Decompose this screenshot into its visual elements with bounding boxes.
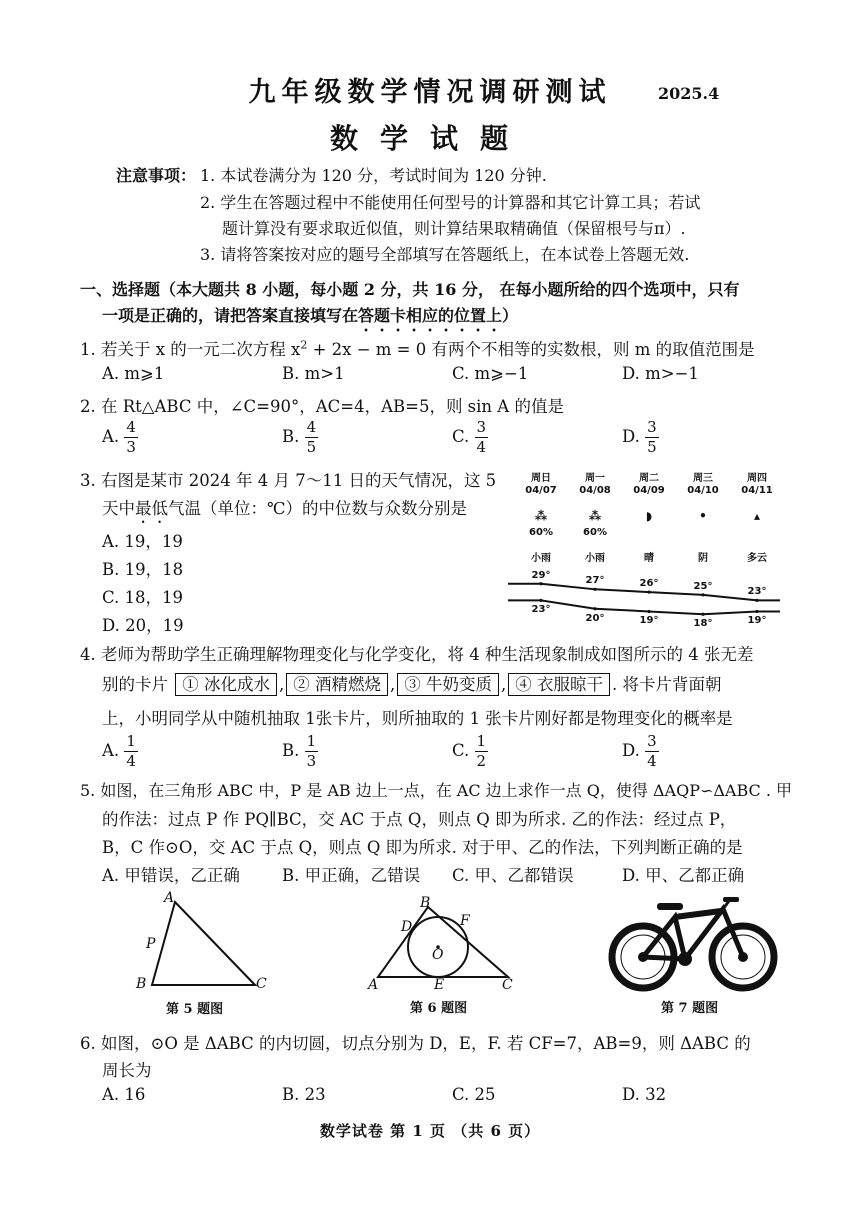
high-temp-line-point: [701, 593, 704, 596]
q4-c-num: 1: [476, 732, 487, 750]
high-temp-label: 26°: [639, 578, 659, 590]
q4-b-den: 3: [306, 752, 317, 770]
q4-b-frac: [305, 732, 319, 771]
q2-d-num: 3: [647, 418, 657, 436]
q4-d-frac: [645, 732, 659, 771]
low-temp-label: 19°: [747, 615, 767, 627]
q2-a-den: 3: [126, 438, 136, 456]
label-a: A: [164, 890, 175, 906]
q1-stem-a: 1. 若关于 x 的一元二次方程 x: [80, 340, 301, 359]
high-temp-label: 27°: [585, 575, 605, 587]
q2-b-den: 5: [306, 438, 317, 456]
weather-condition-label: 小雨: [585, 553, 605, 564]
weather-day-label: 周二: [639, 473, 659, 484]
q5-stem: 5. 如图，在三角形 ABC 中，P 是 AB 边上一点，在 AC 边上求作一点 Q，使得 ΔAQP∽ΔABC . 甲: [80, 781, 793, 800]
q4-b-label: B.: [282, 741, 300, 760]
weather-date-label: 04/07: [525, 485, 557, 496]
q3-part-c: 气温（单位：℃）的中位数与众数分别是: [168, 499, 467, 518]
high-temp-line: [508, 584, 780, 601]
high-temp-label: 25°: [693, 580, 713, 592]
figure-5: [130, 890, 280, 1020]
section-heading-cont: [102, 303, 518, 335]
q1-stem: [80, 336, 755, 360]
bicycle-icon: [605, 895, 785, 995]
q2-d-label: D.: [622, 427, 640, 446]
q4-c-den: 2: [476, 752, 487, 770]
page-footer: 数学试卷 第 1 页 （共 6 页）: [319, 1122, 541, 1140]
q2-a-frac: [124, 418, 138, 457]
q6-option-a: A. 16: [102, 1085, 146, 1104]
q4-stem-cont2: 上，小明同学从中随机抽取 1张卡片，则所抽取的 1 张卡片刚好都是物理变化的概率是: [102, 709, 733, 728]
page-subtitle: 数学试题: [329, 122, 530, 155]
label-o: O: [432, 947, 444, 963]
high-temp-label: 23°: [747, 586, 767, 598]
note-3: 3. 请将答案按对应的题号全部填写在答题纸上，在本试卷上答题无效.: [200, 245, 690, 264]
q2-option-d: [622, 418, 659, 457]
exam-date: 2025.4: [658, 84, 720, 103]
figure-5-caption: 第 5 题图: [166, 1002, 224, 1017]
q4-option-d: [622, 732, 659, 771]
weather-precip-label: 60%: [529, 527, 553, 538]
note-1: 1. 本试卷满分为 120 分，考试时间为 120 分钟.: [200, 166, 547, 185]
low-temp-label: 18°: [693, 618, 713, 630]
q6-option-b: B. 23: [282, 1085, 326, 1104]
low-temp-line: [508, 600, 780, 614]
high-temp-label: 29°: [531, 569, 551, 581]
q2-option-b: [282, 418, 318, 457]
q2-c-label: C.: [452, 427, 470, 446]
q1-option-b: B. m>1: [282, 364, 345, 383]
incircle-drawing: [368, 895, 518, 990]
notes-label: 注意事项：: [116, 166, 197, 185]
label-c: C: [256, 976, 267, 992]
q6-stem: 6. 如图，⊙O 是 ΔABC 的内切圆，切点分别为 D，E，F. 若 CF=7，AB=9，则 ΔABC 的: [80, 1034, 751, 1053]
weather-condition-label: 小雨: [531, 553, 551, 564]
label-b: B: [136, 976, 147, 992]
q1-sup: 2: [300, 338, 308, 352]
q2-c-den: 4: [476, 438, 487, 456]
label-a: A: [368, 977, 379, 993]
label-p: P: [146, 936, 156, 952]
q2-d-den: 5: [647, 438, 657, 456]
q4-part-b: . 将卡片背面朝: [612, 675, 722, 694]
low-temp-label: 19°: [639, 615, 659, 627]
q4-a-num: 1: [126, 732, 136, 750]
q5-option-c: C. 甲、乙都错误: [452, 866, 574, 885]
q3-stem: 3. 右图是某市 2024 年 4 月 7～11 日的天气情况，这 5: [80, 471, 497, 490]
weather-forecast: [508, 465, 780, 635]
q4-option-b: [282, 732, 318, 771]
q6-option-d: D. 32: [622, 1085, 667, 1104]
weather-day-label: 周三: [693, 473, 713, 484]
weather-day-label: 周四: [747, 473, 767, 484]
label-c: C: [502, 977, 513, 993]
q4-c-frac: [475, 732, 489, 771]
card-4: ④ 衣服晾干: [508, 673, 610, 696]
q4-a-frac: [124, 732, 138, 771]
q2-b-num: 4: [306, 418, 317, 436]
rain-icon: ⁂: [534, 509, 548, 523]
label-b: B: [420, 895, 431, 911]
figure-7: [605, 895, 785, 1020]
rain-icon: ⁂: [588, 509, 602, 523]
high-temp-line-point: [539, 582, 542, 585]
q2-option-c: [452, 418, 488, 457]
q4-option-a: [102, 732, 138, 771]
cloud-icon: •: [699, 509, 707, 523]
weather-date-label: 04/10: [687, 485, 719, 496]
low-temp-label: 20°: [585, 612, 605, 624]
figure-7-caption: 第 7 题图: [661, 1001, 719, 1016]
q2-stem: 2. 在 Rt△ABC 中，∠C=90°，AC=4，AB=5，则 sin A 的值是: [80, 397, 564, 416]
q5-option-b: B. 甲正确，乙错误: [282, 866, 421, 885]
q1-option-a: A. m⩾1: [102, 364, 165, 383]
high-temp-line-point: [647, 590, 650, 593]
cloud-icon: ▴: [753, 509, 761, 523]
section-heading-end: ）: [502, 306, 519, 325]
q1-option-c: C. m⩾−1: [452, 364, 529, 383]
weather-precip-label: 60%: [583, 527, 607, 538]
weather-condition-label: 阴: [698, 553, 708, 564]
weather-date-label: 04/11: [741, 485, 773, 496]
q3-emph: 最低: [135, 499, 168, 518]
figure-6-caption: 第 6 题图: [410, 1001, 468, 1016]
q5-stem-cont: 的作法：过点 P 作 PQ∥BC，交 AC 于点 Q，则点 Q 即为所求. 乙的作法：经过点 P，: [102, 810, 737, 829]
q2-c-num: 3: [476, 418, 487, 436]
figure-6: [368, 895, 518, 1020]
weather-condition-label: 多云: [747, 553, 767, 564]
low-temp-line-point: [593, 607, 596, 610]
q1-option-d: D. m>−1: [622, 364, 699, 383]
q2-a-num: 4: [126, 418, 136, 436]
section-heading: 一、选择题（本大题共 8 小题，每小题 2 分，共 16 分， 在每小题所给的四个选项中，只有: [80, 280, 740, 299]
high-temp-line-point: [593, 588, 596, 591]
low-temp-line-point: [539, 599, 542, 602]
label-d: D: [401, 919, 413, 935]
q6-option-c: C. 25: [452, 1085, 496, 1104]
low-temp-line-point: [701, 613, 704, 616]
moon-icon: ◗: [645, 509, 653, 523]
low-temp-label: 23°: [531, 604, 551, 616]
weather-day-label: 周日: [531, 473, 551, 484]
card-2: ② 酒精燃烧: [286, 673, 388, 696]
q4-b-num: 1: [306, 732, 317, 750]
q2-d-frac: [645, 418, 659, 457]
weather-date-label: 04/08: [579, 485, 611, 496]
q2-c-frac: [475, 418, 489, 457]
high-temp-line-point: [755, 599, 758, 602]
q2-b-frac: [305, 418, 319, 457]
q3-option-d: D. 20，19: [102, 616, 184, 635]
q1-stem-b: + 2x − m = 0 有两个不相等的实数根，则 m 的取值范围是: [307, 340, 755, 359]
q3-option-c: C. 18，19: [102, 588, 184, 607]
q2-b-label: B.: [282, 427, 300, 446]
q4-part-a: 别的卡片: [102, 675, 168, 694]
q3-option-a: A. 19，19: [102, 532, 183, 551]
q4-stem-cont: 别的卡片 ① 冰化成水 , ② 酒精燃烧 , ③ 牛奶变质 , ④ 衣服晾干 . 将卡片背面朝: [102, 675, 722, 694]
q4-option-c: [452, 732, 488, 771]
label-e: E: [434, 977, 445, 993]
weather-condition-label: 晴: [644, 553, 654, 564]
section-heading-part: 一项是正确的，请把答案直接填写在: [102, 306, 359, 325]
low-temp-line-point: [647, 610, 650, 613]
q4-a-den: 4: [126, 752, 136, 770]
q4-d-label: D.: [622, 741, 640, 760]
section-heading-emph: 答题卡相应的位置上: [358, 306, 503, 325]
page-title: 九年级数学情况调研测试: [248, 77, 612, 108]
q5-stem-cont2: B，C 作⊙O，交 AC 于点 Q，则点 Q 即为所求. 对于甲、乙的作法，下列判断正确的是: [102, 838, 743, 857]
card-3: ③ 牛奶变质: [397, 673, 499, 696]
q4-c-label: C.: [452, 741, 470, 760]
q4-a-label: A.: [102, 741, 120, 760]
q3-option-b: B. 19，18: [102, 560, 184, 579]
q2-a-label: A.: [102, 427, 120, 446]
low-temp-line-point: [755, 610, 758, 613]
q4-stem: 4. 老师为帮助学生正确理解物理变化与化学变化，将 4 种生活现象制成如图所示的 4 张无差: [80, 645, 754, 664]
weather-temperature-chart: [508, 465, 780, 635]
weather-day-label: 周一: [585, 473, 605, 484]
q5-option-a: A. 甲错误，乙正确: [102, 866, 240, 885]
q5-option-d: D. 甲、乙都正确: [622, 866, 745, 885]
weather-date-label: 04/09: [633, 485, 665, 496]
q3-stem-cont: [102, 495, 467, 527]
card-1: ① 冰化成水: [175, 673, 277, 696]
note-2-cont: 题计算没有要求取近似值，则计算结果取精确值（保留根号与π）.: [222, 219, 686, 238]
note-2: 2. 学生在答题过程中不能使用任何型号的计算器和其它计算工具；若试: [200, 193, 701, 212]
q4-d-den: 4: [647, 752, 657, 770]
label-f: F: [460, 913, 470, 929]
q6-stem-cont: 周长为: [102, 1061, 152, 1080]
q4-d-num: 3: [647, 732, 657, 750]
q3-part-a: 天中: [102, 499, 135, 518]
q2-option-a: [102, 418, 138, 457]
